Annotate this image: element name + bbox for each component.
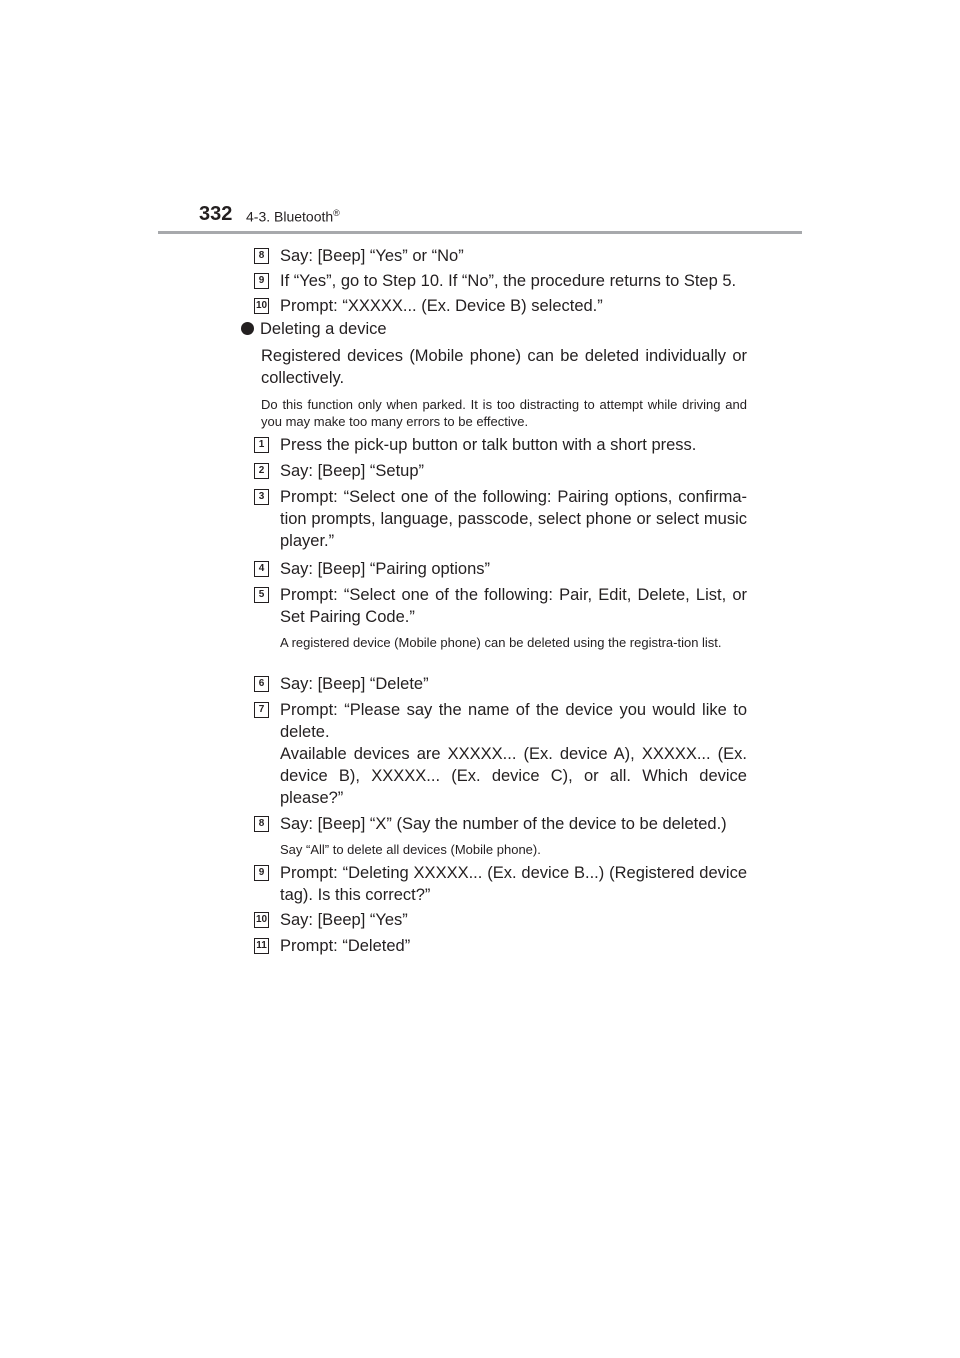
page-header — [0, 0, 960, 240]
step-number-badge: 6 — [254, 676, 269, 692]
step-number-badge: 11 — [254, 938, 269, 954]
step-text: Prompt: “Deleting XXXXX... (Ex. device B...) (Registered device tag). Is this correct?” — [280, 864, 747, 904]
bullet-icon — [241, 322, 254, 335]
step-b9 — [254, 862, 747, 906]
step-b5 — [254, 584, 747, 628]
step-number-badge: 7 — [254, 702, 269, 718]
step-number-badge: 10 — [254, 298, 269, 314]
step-text: Say: [Beep] “Yes” — [280, 911, 408, 929]
caution-note: Do this function only when parked. It is too distracting to attempt while driving and you may make too many errors to be effective. — [261, 397, 747, 429]
step-number-badge: 9 — [254, 273, 269, 289]
step-number-badge: 3 — [254, 489, 269, 505]
step-a8 — [254, 245, 747, 267]
step-text: Say: [Beep] “Pairing options” — [280, 560, 491, 578]
step-b7 — [254, 699, 747, 809]
step-number-badge: 9 — [254, 865, 269, 881]
step-text: Say: [Beep] “X” (Say the number of the device to be deleted.) — [280, 815, 727, 833]
step-text: Say: [Beep] “Delete” — [280, 675, 429, 693]
section-title: 4-3. Bluetooth® — [246, 208, 340, 225]
step-b2 — [254, 460, 747, 482]
step-text: Press the pick-up button or talk button with a short press. — [280, 436, 697, 454]
step-text: If “Yes”, go to Step 10. If “No”, the procedure returns to Step 5. — [280, 272, 737, 290]
registered-mark: ® — [333, 208, 340, 218]
step-b3 — [254, 486, 747, 552]
step-b8 — [254, 813, 747, 835]
step-number-badge: 8 — [254, 816, 269, 832]
step-b1 — [254, 434, 747, 456]
step-text: Say: [Beep] “Setup” — [280, 462, 424, 480]
step-b6 — [254, 673, 747, 695]
page-number: 332 — [199, 203, 233, 225]
step-text: Prompt: “Select one of the following: Pairing options, confirma-tion prompts, language, passcode, select phone or select music player.” — [280, 488, 747, 550]
section-heading: Deleting a device — [241, 318, 387, 340]
step-text: Prompt: “Select one of the following: Pair, Edit, Delete, List, or Set Pairing Code.” — [280, 586, 747, 626]
step-b10 — [254, 909, 747, 931]
step-number-badge: 5 — [254, 587, 269, 603]
step-a10 — [254, 295, 747, 317]
header-rule — [158, 231, 802, 234]
step-text: Prompt: “Please say the name of the device you would like to delete. Available devices are XXXXX... (Ex. device A), XXXXX... (Ex. device B), XXXXX... (Ex. device C), or all. Which device please?” — [280, 701, 747, 807]
step-number-badge: 1 — [254, 437, 269, 453]
section-intro: Registered devices (Mobile phone) can be deleted individually or collectively. — [261, 347, 747, 387]
step-b11 — [254, 935, 747, 957]
step-text: Prompt: “XXXXX... (Ex. Device B) selected.” — [280, 297, 603, 315]
step-number-badge: 10 — [254, 912, 269, 928]
delete-all-note: Say “All” to delete all devices (Mobile phone). — [280, 842, 541, 857]
step-b4 — [254, 558, 747, 580]
step-number-badge: 8 — [254, 248, 269, 264]
step-number-badge: 4 — [254, 561, 269, 577]
step-text: Prompt: “Deleted” — [280, 937, 411, 955]
step-a9 — [254, 270, 747, 292]
step-text: Say: [Beep] “Yes” or “No” — [280, 247, 464, 265]
step-number-badge: 2 — [254, 463, 269, 479]
registration-list-note: A registered device (Mobile phone) can be deleted using the registra-tion list. — [280, 635, 722, 650]
